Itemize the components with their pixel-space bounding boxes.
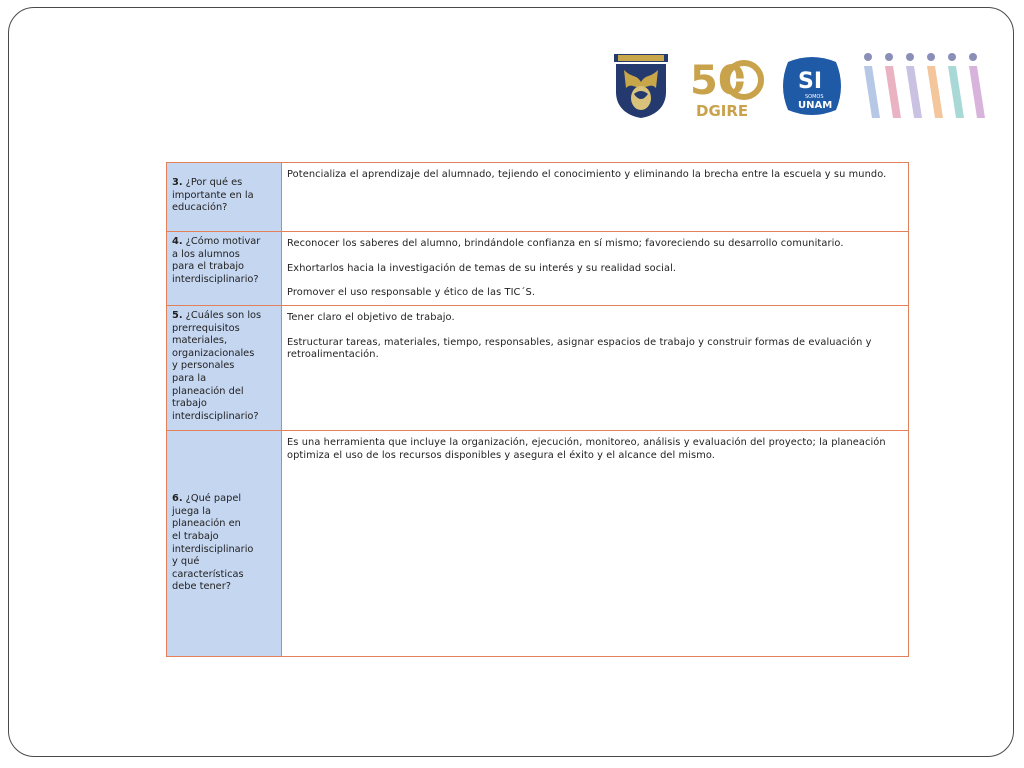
answer-paragraph: Estructurar tareas, materiales, tiempo, responsables, asignar espacios de trabajo y construir formas de evaluación y retroalimentación. [287, 336, 872, 361]
logo-bar [610, 50, 990, 122]
svg-text:50: 50 [690, 58, 746, 104]
stripe-dot [948, 53, 956, 61]
stripe-dot [885, 53, 893, 61]
stripe-dot [969, 53, 977, 61]
stripe-bar [969, 66, 985, 118]
question-number: 4. [172, 236, 183, 247]
svg-text:UNAM: UNAM [798, 100, 833, 111]
question-number: 5. [172, 310, 183, 321]
si-somos-unam-logo [778, 54, 846, 118]
stripe-bar [948, 66, 964, 118]
svg-text:SI: SI [798, 69, 823, 94]
answer-paragraph: Potencializa el aprendizaje del alumnado, tejiendo el conocimiento y eliminando la brecha entre la escuela y su mundo. [287, 169, 887, 180]
question-text: ¿Cuáles son los prerrequisitos materiales, organizacionales y personales para la planeación del trabajo interdisciplinario? [172, 310, 262, 422]
table-row [167, 232, 909, 306]
question-cell [167, 306, 282, 431]
answer-cell [282, 431, 909, 657]
answer-paragraph: Reconocer los saberes del alumno, brindándole confianza en sí mismo; favoreciendo su desarrollo comunitario. [287, 238, 844, 249]
answer-paragraph: Promover el uso responsable y ético de las TIC´S. [287, 287, 536, 299]
stripe-bar [927, 66, 943, 118]
svg-text:SOMOS: SOMOS [805, 94, 824, 100]
table-row [167, 306, 909, 431]
stripe-dot [906, 53, 914, 61]
stripe-bar [864, 66, 880, 118]
questions-table [166, 162, 909, 657]
table-row [167, 431, 909, 657]
question-text: ¿Qué papel juega la planeación en el trabajo interdisciplinario y qué características debe tener? [172, 493, 254, 593]
question-text: ¿Por qué es importante en la educación? [172, 177, 254, 214]
stripe-dot [864, 53, 872, 61]
table-row [167, 163, 909, 232]
stripe-bar [906, 66, 922, 118]
question-cell [167, 232, 282, 306]
stripe-dot [927, 53, 935, 61]
answer-cell [282, 232, 909, 306]
answer-paragraph: Exhortarlos hacia la investigación de temas de su interés y su realidad social. [287, 262, 677, 274]
question-cell [167, 431, 282, 657]
question-cell [167, 163, 282, 232]
unam-logo [610, 52, 672, 120]
answer-paragraph: Es una herramienta que incluye la organización, ejecución, monitoreo, análisis y evaluación del proyecto; la planeación optimiza el uso de los recursos disponibles y asegura el éxito y el alcance del mismo. [287, 437, 886, 461]
stripe-bar [885, 66, 901, 118]
answer-cell [282, 163, 909, 232]
answer-cell [282, 306, 909, 431]
svg-text:DGIRE: DGIRE [696, 102, 749, 120]
question-number: 6. [172, 493, 183, 505]
question-text: ¿Cómo motivar a los alumnos para el trabajo interdisciplinario? [172, 236, 261, 285]
stripes-logo [862, 52, 992, 120]
dgire-logo [688, 52, 766, 120]
answer-paragraph: Tener claro el objetivo de trabajo. [287, 312, 455, 323]
question-number: 3. [172, 177, 183, 188]
